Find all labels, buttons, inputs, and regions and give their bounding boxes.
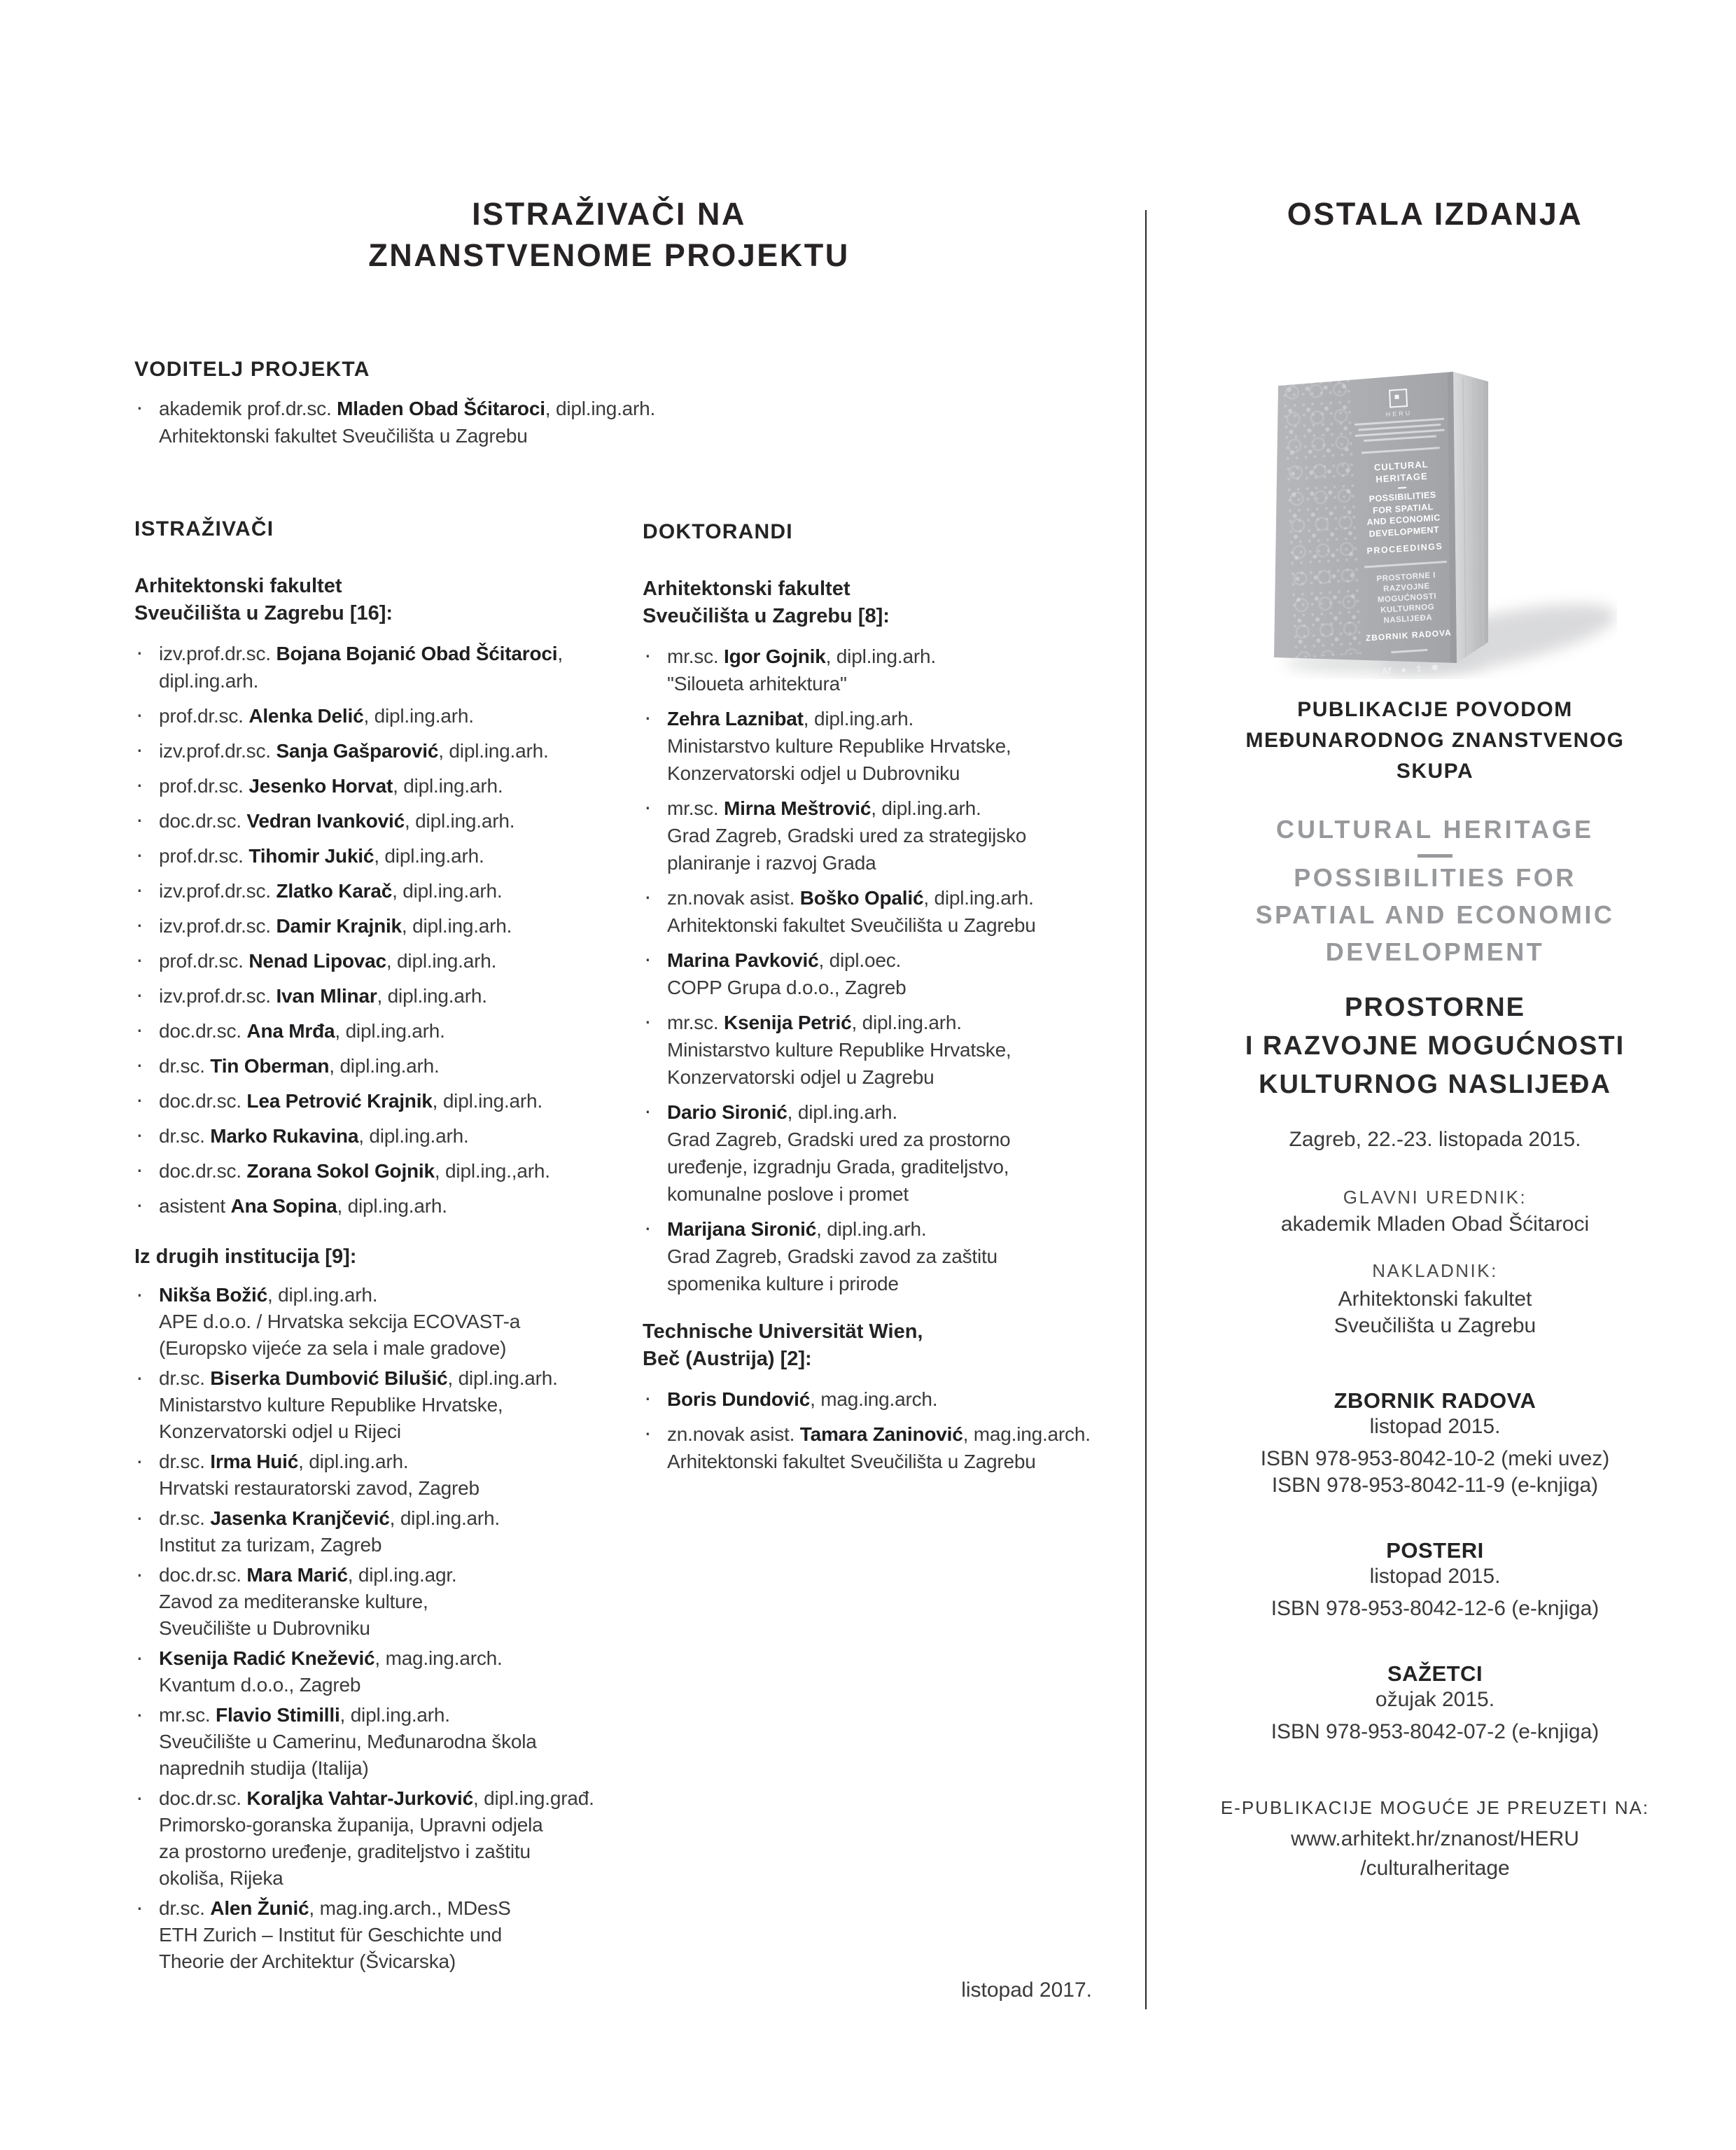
text-line: ISBN 978-953-8042-12-6 (e-knjiga)	[1270, 1597, 1600, 1620]
publication-title: ZBORNIK RADOVA	[1334, 1388, 1536, 1413]
bullet: ·	[136, 1561, 144, 1586]
person-name: Marina Pavković	[667, 949, 819, 971]
text-line: /culturalheritage	[1360, 1857, 1510, 1880]
group-heading-af8	[643, 575, 1126, 630]
bullet: ·	[644, 884, 652, 909]
publication-date: listopad 2015.	[1369, 1415, 1501, 1438]
doktorandi-list-af	[643, 643, 1126, 1297]
affiliation-line: komunalne poslove i promet	[667, 1183, 909, 1205]
person-name: Mladen Obad Šćitaroci	[337, 398, 545, 419]
bullet: ·	[136, 1122, 144, 1147]
text-line: AND ECONOMIC	[1366, 512, 1441, 528]
affiliation-line: planiranje i razvoj Grada	[667, 852, 876, 874]
bullet: ·	[136, 394, 144, 419]
affiliation-line: Kvantum d.o.o., Zagreb	[159, 1674, 361, 1696]
bullet: ·	[644, 642, 652, 667]
person-name: Marijana Sironić	[667, 1218, 817, 1240]
text-line: KULTURNOG	[1380, 603, 1435, 615]
bullet: ·	[136, 772, 144, 797]
logo-glyph: ✱	[1431, 662, 1439, 673]
text-line: Arhitektonski fakultet	[643, 578, 850, 600]
person-name: Damir Krajnik	[276, 915, 402, 937]
epub-label: E-PUBLIKACIJE MOGUĆE JE PREUZETI NA:	[1220, 1797, 1650, 1818]
person-line: prof.dr.sc. Tihomir Jukić, dipl.ing.arh.	[159, 845, 484, 867]
publication-date: listopad 2015.	[1369, 1565, 1501, 1588]
list-item	[134, 1449, 633, 1502]
person-line: doc.dr.sc. Koraljka Vahtar-Jurković, dipl.ing.građ.	[159, 1787, 594, 1809]
affiliation-line: Arhitektonski fakultet Sveučilišta u Zagrebu	[159, 425, 528, 447]
person-line: doc.dr.sc. Mara Marić, dipl.ing.agr.	[159, 1564, 457, 1586]
cover-microtext-bar	[1391, 649, 1427, 653]
bullet: ·	[136, 1052, 144, 1077]
affiliation-line: Sveučilište u Camerinu, Međunarodna škola	[159, 1731, 537, 1752]
person-name: Irma Huić	[210, 1451, 299, 1472]
list-item	[134, 912, 633, 940]
publications-heading	[1162, 694, 1708, 787]
person-name: Boris Dundović	[667, 1388, 811, 1410]
publication-isbns	[1162, 1719, 1708, 1745]
researchers-list-af	[134, 640, 633, 1220]
book-cover-content	[1277, 365, 1466, 677]
book-cover-image	[1267, 361, 1617, 679]
person-name: Nikša Božić	[159, 1284, 267, 1306]
person-line: dr.sc. Jasenka Kranjčević, dipl.ing.arh.	[159, 1507, 500, 1529]
bullet: ·	[644, 1215, 652, 1240]
person-line: Ksenija Radić Knežević, mag.ing.arch.	[159, 1647, 503, 1669]
bullet: ·	[136, 877, 144, 902]
affiliation-line: Ministarstvo kulture Republike Hrvatske,	[159, 1394, 503, 1416]
bullet: ·	[136, 1448, 144, 1473]
bullet: ·	[136, 1645, 144, 1670]
person-line: izv.prof.dr.sc. Zlatko Karač, dipl.ing.arh.	[159, 880, 503, 902]
person-name: Alen Žunić	[210, 1897, 309, 1919]
bullet: ·	[644, 946, 652, 971]
person-name: Tihomir Jukić	[248, 845, 374, 867]
bullet: ·	[136, 947, 144, 972]
bullet: ·	[136, 701, 144, 727]
bullet: ·	[136, 1157, 144, 1182]
person-line: doc.dr.sc. Ana Mrđa, dipl.ing.arh.	[159, 1020, 445, 1042]
affiliation-line: Arhitektonski fakultet Sveučilišta u Zagrebu	[667, 914, 1036, 936]
affiliation-line: uređenje, izgradnju Grada, graditeljstvo,	[667, 1156, 1009, 1178]
cover-microtext-bar	[1364, 561, 1447, 568]
conference-title-hr	[1162, 989, 1708, 1104]
person-name: Zehra Laznibat	[667, 708, 804, 730]
list-item	[134, 1645, 633, 1698]
person-line: Boris Dundović, mag.ing.arch.	[667, 1388, 938, 1410]
person-line: dr.sc. Biserka Dumbović Bilušić, dipl.ing.arh.	[159, 1367, 558, 1389]
page-title-line1: ISTRAŽIVAČI NA	[472, 196, 746, 232]
text-line: I RAZVOJNE MOGUĆNOSTI	[1245, 1031, 1625, 1061]
footer-date: listopad 2017.	[961, 1978, 1092, 2002]
affiliation-line: Sveučilište u Dubrovniku	[159, 1617, 370, 1639]
text-line: ISBN 978-953-8042-10-2 (meki uvez)	[1260, 1447, 1610, 1470]
list-item	[643, 643, 1126, 697]
editor-name: akademik Mladen Obad Šćitaroci	[1280, 1213, 1590, 1236]
list-item	[134, 702, 633, 730]
doktorandi-list-tu	[643, 1385, 1126, 1475]
text-line: ISBN 978-953-8042-11-9 (e-knjiga)	[1271, 1474, 1599, 1497]
person-line: mr.sc. Ksenija Petrić, dipl.ing.arh.	[667, 1012, 962, 1033]
person-line: akademik prof.dr.sc. Mladen Obad Šćitaroci, dipl.ing.arh.	[159, 398, 656, 419]
bullet: ·	[136, 1017, 144, 1042]
list-item	[134, 1365, 633, 1445]
list-item	[134, 1087, 633, 1115]
cover-proceedings: PROCEEDINGS	[1366, 541, 1443, 557]
person-name: Marko Rukavina	[210, 1125, 359, 1147]
list-item	[134, 1505, 633, 1558]
affiliation-line: Konzervatorski odjel u Rijeci	[159, 1420, 401, 1442]
person-name: Igor Gojnik	[724, 645, 826, 667]
title-dash	[1418, 854, 1452, 858]
bullet: ·	[136, 1701, 144, 1726]
affiliation-line: Konzervatorski odjel u Dubrovniku	[667, 762, 960, 784]
person-name: Vedran Ivanković	[246, 810, 405, 832]
affiliation-line: Arhitektonski fakultet Sveučilišta u Zagrebu	[667, 1451, 1036, 1472]
section-title-ostala-izdanja: OSTALA IZDANJA	[1287, 196, 1583, 232]
list-item	[134, 394, 656, 449]
person-line: zn.novak asist. Boško Opalić, dipl.ing.arh.	[667, 887, 1034, 909]
logo-glyph: ●	[1401, 664, 1407, 676]
person-line: Marina Pavković, dipl.oec.	[667, 949, 902, 971]
person-line: dr.sc. Alen Žunić, mag.ing.arch., MDesS	[159, 1897, 511, 1919]
bullet: ·	[136, 982, 144, 1007]
person-name: Mara Marić	[246, 1564, 348, 1586]
person-line: izv.prof.dr.sc. Sanja Gašparović, dipl.ing.arh.	[159, 740, 549, 762]
affiliation-line: Konzervatorski odjel u Zagrebu	[667, 1066, 934, 1088]
publication-isbns	[1162, 1446, 1708, 1499]
person-line: doc.dr.sc. Vedran Ivanković, dipl.ing.arh.	[159, 810, 515, 832]
text-line: POSSIBILITIES	[1368, 489, 1436, 504]
person-name: Ana Sopina	[230, 1195, 337, 1217]
bullet: ·	[644, 704, 652, 730]
logo-glyph: Af	[1381, 665, 1392, 677]
text-line: RAZVOJNE	[1382, 582, 1430, 594]
conference-title-en-line1: CULTURAL HERITAGE	[1276, 815, 1594, 844]
bullet: ·	[136, 1281, 144, 1306]
person-name: Nenad Lipovac	[248, 950, 386, 972]
person-line: izv.prof.dr.sc. Ivan Mlinar, dipl.ing.arh.	[159, 985, 487, 1007]
text-line: KULTURNOG NASLIJEĐA	[1259, 1070, 1611, 1099]
affiliation-line: naprednih studija (Italija)	[159, 1757, 369, 1779]
list-item	[643, 884, 1126, 939]
person-name: Ana Mrđa	[246, 1020, 335, 1042]
text-line: MOGUĆNOSTI	[1377, 592, 1437, 605]
bullet: ·	[136, 1087, 144, 1112]
cover-title-hr	[1353, 569, 1462, 629]
person-name: Ksenija Radić Knežević	[159, 1647, 375, 1669]
person-line: Dario Sironić, dipl.ing.arh.	[667, 1101, 897, 1123]
text-line: POSSIBILITIES FOR	[1294, 863, 1576, 892]
conference-title-en	[1162, 859, 1708, 970]
list-item	[134, 982, 633, 1010]
person-line: Nikša Božić, dipl.ing.arh.	[159, 1284, 378, 1306]
list-item	[643, 1385, 1126, 1413]
affiliation-line: Hrvatski restauratorski zavod, Zagreb	[159, 1477, 479, 1499]
bullet: ·	[136, 912, 144, 937]
list-item	[643, 1009, 1126, 1091]
section-heading-istrazivaci: ISTRAŽIVAČI	[134, 517, 274, 540]
cover-title-en	[1348, 456, 1455, 487]
publication-isbns	[1162, 1596, 1708, 1622]
list-item	[643, 1420, 1126, 1475]
bullet: ·	[136, 807, 144, 832]
publication-zbornik	[1162, 1388, 1708, 1499]
person-line: dr.sc. Irma Huić, dipl.ing.arh.	[159, 1451, 409, 1472]
person-name: Tamara Zaninović	[799, 1423, 963, 1445]
person-name: Bojana Bojanić Obad Šćitaroci	[276, 643, 558, 664]
affiliation-line: Theorie der Architektur (Švicarska)	[159, 1950, 456, 1972]
logo-glyph: ‡	[1415, 663, 1422, 674]
affiliation-line: APE d.o.o. / Hrvatska sekcija ECOVAST-a	[159, 1311, 521, 1332]
cover-dash	[1398, 487, 1406, 489]
cover-subtitle-en	[1349, 488, 1457, 541]
publication-posteri	[1162, 1538, 1708, 1622]
bullet: ·	[136, 737, 144, 762]
affiliation-line: COPP Grupa d.o.o., Zagreb	[667, 977, 906, 998]
editor-label: GLAVNI UREDNIK:	[1343, 1187, 1527, 1208]
conference-date: Zagreb, 22.-23. listopada 2015.	[1289, 1128, 1581, 1151]
person-line: dr.sc. Marko Rukavina, dipl.ing.arh.	[159, 1125, 469, 1147]
list-item	[134, 947, 633, 975]
list-item	[134, 1157, 633, 1185]
person-name: Mirna Meštrović	[724, 797, 872, 819]
person-line: mr.sc. Flavio Stimilli, dipl.ing.arh.	[159, 1704, 450, 1726]
page-title-line2: ZNANSTVENOME PROJEKTU	[368, 237, 850, 273]
list-item	[134, 1192, 633, 1220]
affiliation-line: "Siloueta arhitektura"	[667, 673, 847, 694]
affiliation-line: Grad Zagreb, Gradski ured za strategijsko	[667, 825, 1027, 846]
person-line: prof.dr.sc. Alenka Delić, dipl.ing.arh.	[159, 705, 474, 727]
person-name: Koraljka Vahtar-Jurković	[246, 1787, 473, 1809]
column-divider	[1145, 210, 1147, 2009]
affiliation-line: Ministarstvo kulture Republike Hrvatske,	[667, 1039, 1011, 1061]
list-item	[134, 1702, 633, 1782]
list-item	[643, 1215, 1126, 1297]
column-ostala-izdanja	[1162, 193, 1708, 1883]
text-line: PROSTORNE I	[1376, 571, 1436, 584]
person-name: Zlatko Karač	[276, 880, 393, 902]
affiliation-line: spomenika kulture i prirode	[667, 1273, 899, 1294]
bullet: ·	[136, 1894, 144, 1920]
epub-url	[1162, 1824, 1708, 1883]
person-name: Jesenko Horvat	[248, 775, 393, 797]
group-heading-tu-wien	[643, 1318, 1126, 1373]
list-item	[134, 1785, 633, 1892]
list-item	[134, 807, 633, 835]
bullet: ·	[136, 639, 144, 664]
affiliation-line: dipl.ing.arh.	[159, 670, 259, 692]
text-line: Sveučilišta u Zagrebu [8]:	[643, 605, 890, 627]
affiliation-line: (Europsko vijeće za sela i male gradove)	[159, 1337, 507, 1359]
publication-title: SAŽETCI	[1387, 1661, 1483, 1686]
cover-text	[1345, 386, 1464, 679]
person-name: Zorana Sokol Gojnik	[246, 1160, 435, 1182]
person-line: prof.dr.sc. Jesenko Horvat, dipl.ing.arh.	[159, 775, 503, 797]
text-line: NASLIJEĐA	[1383, 613, 1433, 625]
publication-title: POSTERI	[1386, 1538, 1484, 1563]
publication-sazetci	[1162, 1661, 1708, 1745]
person-line: mr.sc. Mirna Meštrović, dipl.ing.arh.	[667, 797, 981, 819]
list-item	[134, 737, 633, 765]
publication-date: ožujak 2015.	[1375, 1688, 1495, 1711]
text-line: Sveučilišta u Zagrebu	[1334, 1314, 1536, 1337]
person-name: Flavio Stimilli	[216, 1704, 340, 1726]
text-line: www.arhitekt.hr/znanost/HERU	[1291, 1827, 1579, 1850]
person-line: doc.dr.sc. Zorana Sokol Gojnik, dipl.ing.,arh.	[159, 1160, 550, 1182]
text-line: CULTURAL	[1373, 459, 1429, 473]
cover-microtext-bar	[1364, 435, 1436, 442]
text-line: MEĐUNARODNOG ZNANSTVENOG	[1245, 729, 1625, 752]
bullet: ·	[136, 842, 144, 867]
text-line: Arhitektonski fakultet	[134, 575, 342, 597]
person-name: Ivan Mlinar	[276, 985, 377, 1007]
text-line: SPATIAL AND ECONOMIC	[1255, 900, 1615, 929]
list-item	[134, 1562, 633, 1642]
text-line: Beč (Austrija) [2]:	[643, 1348, 812, 1370]
person-name: Lea Petrović Krajnik	[246, 1090, 433, 1112]
person-line: izv.prof.dr.sc. Damir Krajnik, dipl.ing.arh.	[159, 915, 512, 937]
bullet: ·	[644, 1385, 652, 1410]
bullet: ·	[136, 1785, 144, 1810]
text-line: DEVELOPMENT	[1368, 524, 1440, 539]
list-item	[643, 705, 1126, 787]
person-name: Alenka Delić	[248, 705, 364, 727]
person-line: mr.sc. Igor Gojnik, dipl.ing.arh.	[667, 645, 936, 667]
person-name: Dario Sironić	[667, 1101, 788, 1123]
text-line: HERITAGE	[1376, 470, 1428, 485]
heru-logo-text: HERU	[1385, 409, 1413, 419]
cover-zbornik: ZBORNIK RADOVA	[1365, 627, 1452, 643]
affiliation-line: okoliša, Rijeka	[159, 1867, 284, 1889]
person-line: asistent Ana Sopina, dipl.ing.arh.	[159, 1195, 447, 1217]
text-line: Technische Universität Wien,	[643, 1320, 923, 1343]
person-line: Zehra Laznibat, dipl.ing.arh.	[667, 708, 914, 730]
person-line: prof.dr.sc. Nenad Lipovac, dipl.ing.arh.	[159, 950, 497, 972]
group-heading-other-institutions: Iz drugih institucija [9]:	[134, 1245, 357, 1268]
affiliation-line: za prostorno uređenje, graditeljstvo i zaštitu	[159, 1841, 531, 1862]
person-name: Sanja Gašparović	[276, 740, 439, 762]
bullet: ·	[136, 1192, 144, 1217]
list-item	[134, 772, 633, 800]
bullet: ·	[644, 794, 652, 819]
text-line: SKUPA	[1396, 760, 1474, 783]
list-item	[134, 1895, 633, 1975]
section-heading-voditelj: VODITELJ PROJEKTA	[134, 358, 370, 381]
bullet: ·	[644, 1008, 652, 1033]
bullet: ·	[644, 1420, 652, 1445]
person-name: Biserka Dumbović Bilušić	[210, 1367, 448, 1389]
column-doktorandi	[643, 519, 1126, 1475]
bullet: ·	[644, 1098, 652, 1123]
affiliation-line: Zavod za mediteranske kulture,	[159, 1591, 428, 1612]
list-item	[134, 1282, 633, 1362]
person-line: izv.prof.dr.sc. Bojana Bojanić Obad Šćitaroci,	[159, 643, 563, 664]
person-line: dr.sc. Tin Oberman, dipl.ing.arh.	[159, 1055, 440, 1077]
page-title	[119, 193, 1099, 276]
list-item	[643, 1098, 1126, 1208]
list-item	[134, 1052, 633, 1080]
bullet: ·	[136, 1364, 144, 1390]
person-name: Tin Oberman	[210, 1055, 330, 1077]
text-line: Arhitektonski fakultet	[1338, 1287, 1532, 1311]
person-line: doc.dr.sc. Lea Petrović Krajnik, dipl.ing.arh.	[159, 1090, 542, 1112]
publisher-label: NAKLADNIK:	[1372, 1260, 1498, 1281]
affiliation-line: Ministarstvo kulture Republike Hrvatske,	[667, 735, 1011, 757]
person-name: Boško Opalić	[799, 887, 924, 909]
person-name: Ksenija Petrić	[724, 1012, 852, 1033]
bullet: ·	[136, 1505, 144, 1530]
person-line: Marijana Sironić, dipl.ing.arh.	[667, 1218, 927, 1240]
list-item	[643, 947, 1126, 1001]
text-line: ISBN 978-953-8042-07-2 (e-knjiga)	[1270, 1720, 1600, 1743]
group-heading-af16	[134, 573, 633, 627]
affiliation-line: Grad Zagreb, Gradski zavod za zaštitu	[667, 1245, 997, 1267]
affiliation-line: ETH Zurich – Institut für Geschichte und	[159, 1924, 502, 1946]
affiliation-line: Grad Zagreb, Gradski ured za prostorno	[667, 1129, 1011, 1150]
text-line: Sveučilišta u Zagrebu [16]:	[134, 602, 393, 624]
list-item	[643, 795, 1126, 877]
cover-microtext-bar	[1362, 447, 1440, 454]
affiliation-line: Institut za turizam, Zagreb	[159, 1534, 382, 1556]
publisher-name	[1162, 1286, 1708, 1339]
column-researchers	[134, 357, 656, 1975]
list-item	[134, 842, 633, 870]
researchers-list-other	[134, 1282, 633, 1975]
affiliation-line: Primorsko-goranska županija, Upravni odjela	[159, 1814, 543, 1836]
text-line: PUBLIKACIJE POVODOM	[1297, 698, 1573, 721]
list-item	[134, 877, 633, 905]
list-item	[134, 1122, 633, 1150]
list-item	[134, 1017, 633, 1045]
list-item	[134, 640, 633, 694]
person-line: zn.novak asist. Tamara Zaninović, mag.ing.arch.	[667, 1423, 1091, 1445]
section-heading-doktorandi: DOKTORANDI	[643, 520, 793, 543]
text-line: FOR SPATIAL	[1372, 501, 1434, 516]
voditelj-list	[134, 394, 656, 449]
text-line: PROSTORNE	[1344, 993, 1525, 1022]
heru-logo-icon	[1389, 389, 1408, 408]
person-name: Jasenka Kranjčević	[210, 1507, 390, 1529]
text-line: DEVELOPMENT	[1325, 937, 1545, 966]
